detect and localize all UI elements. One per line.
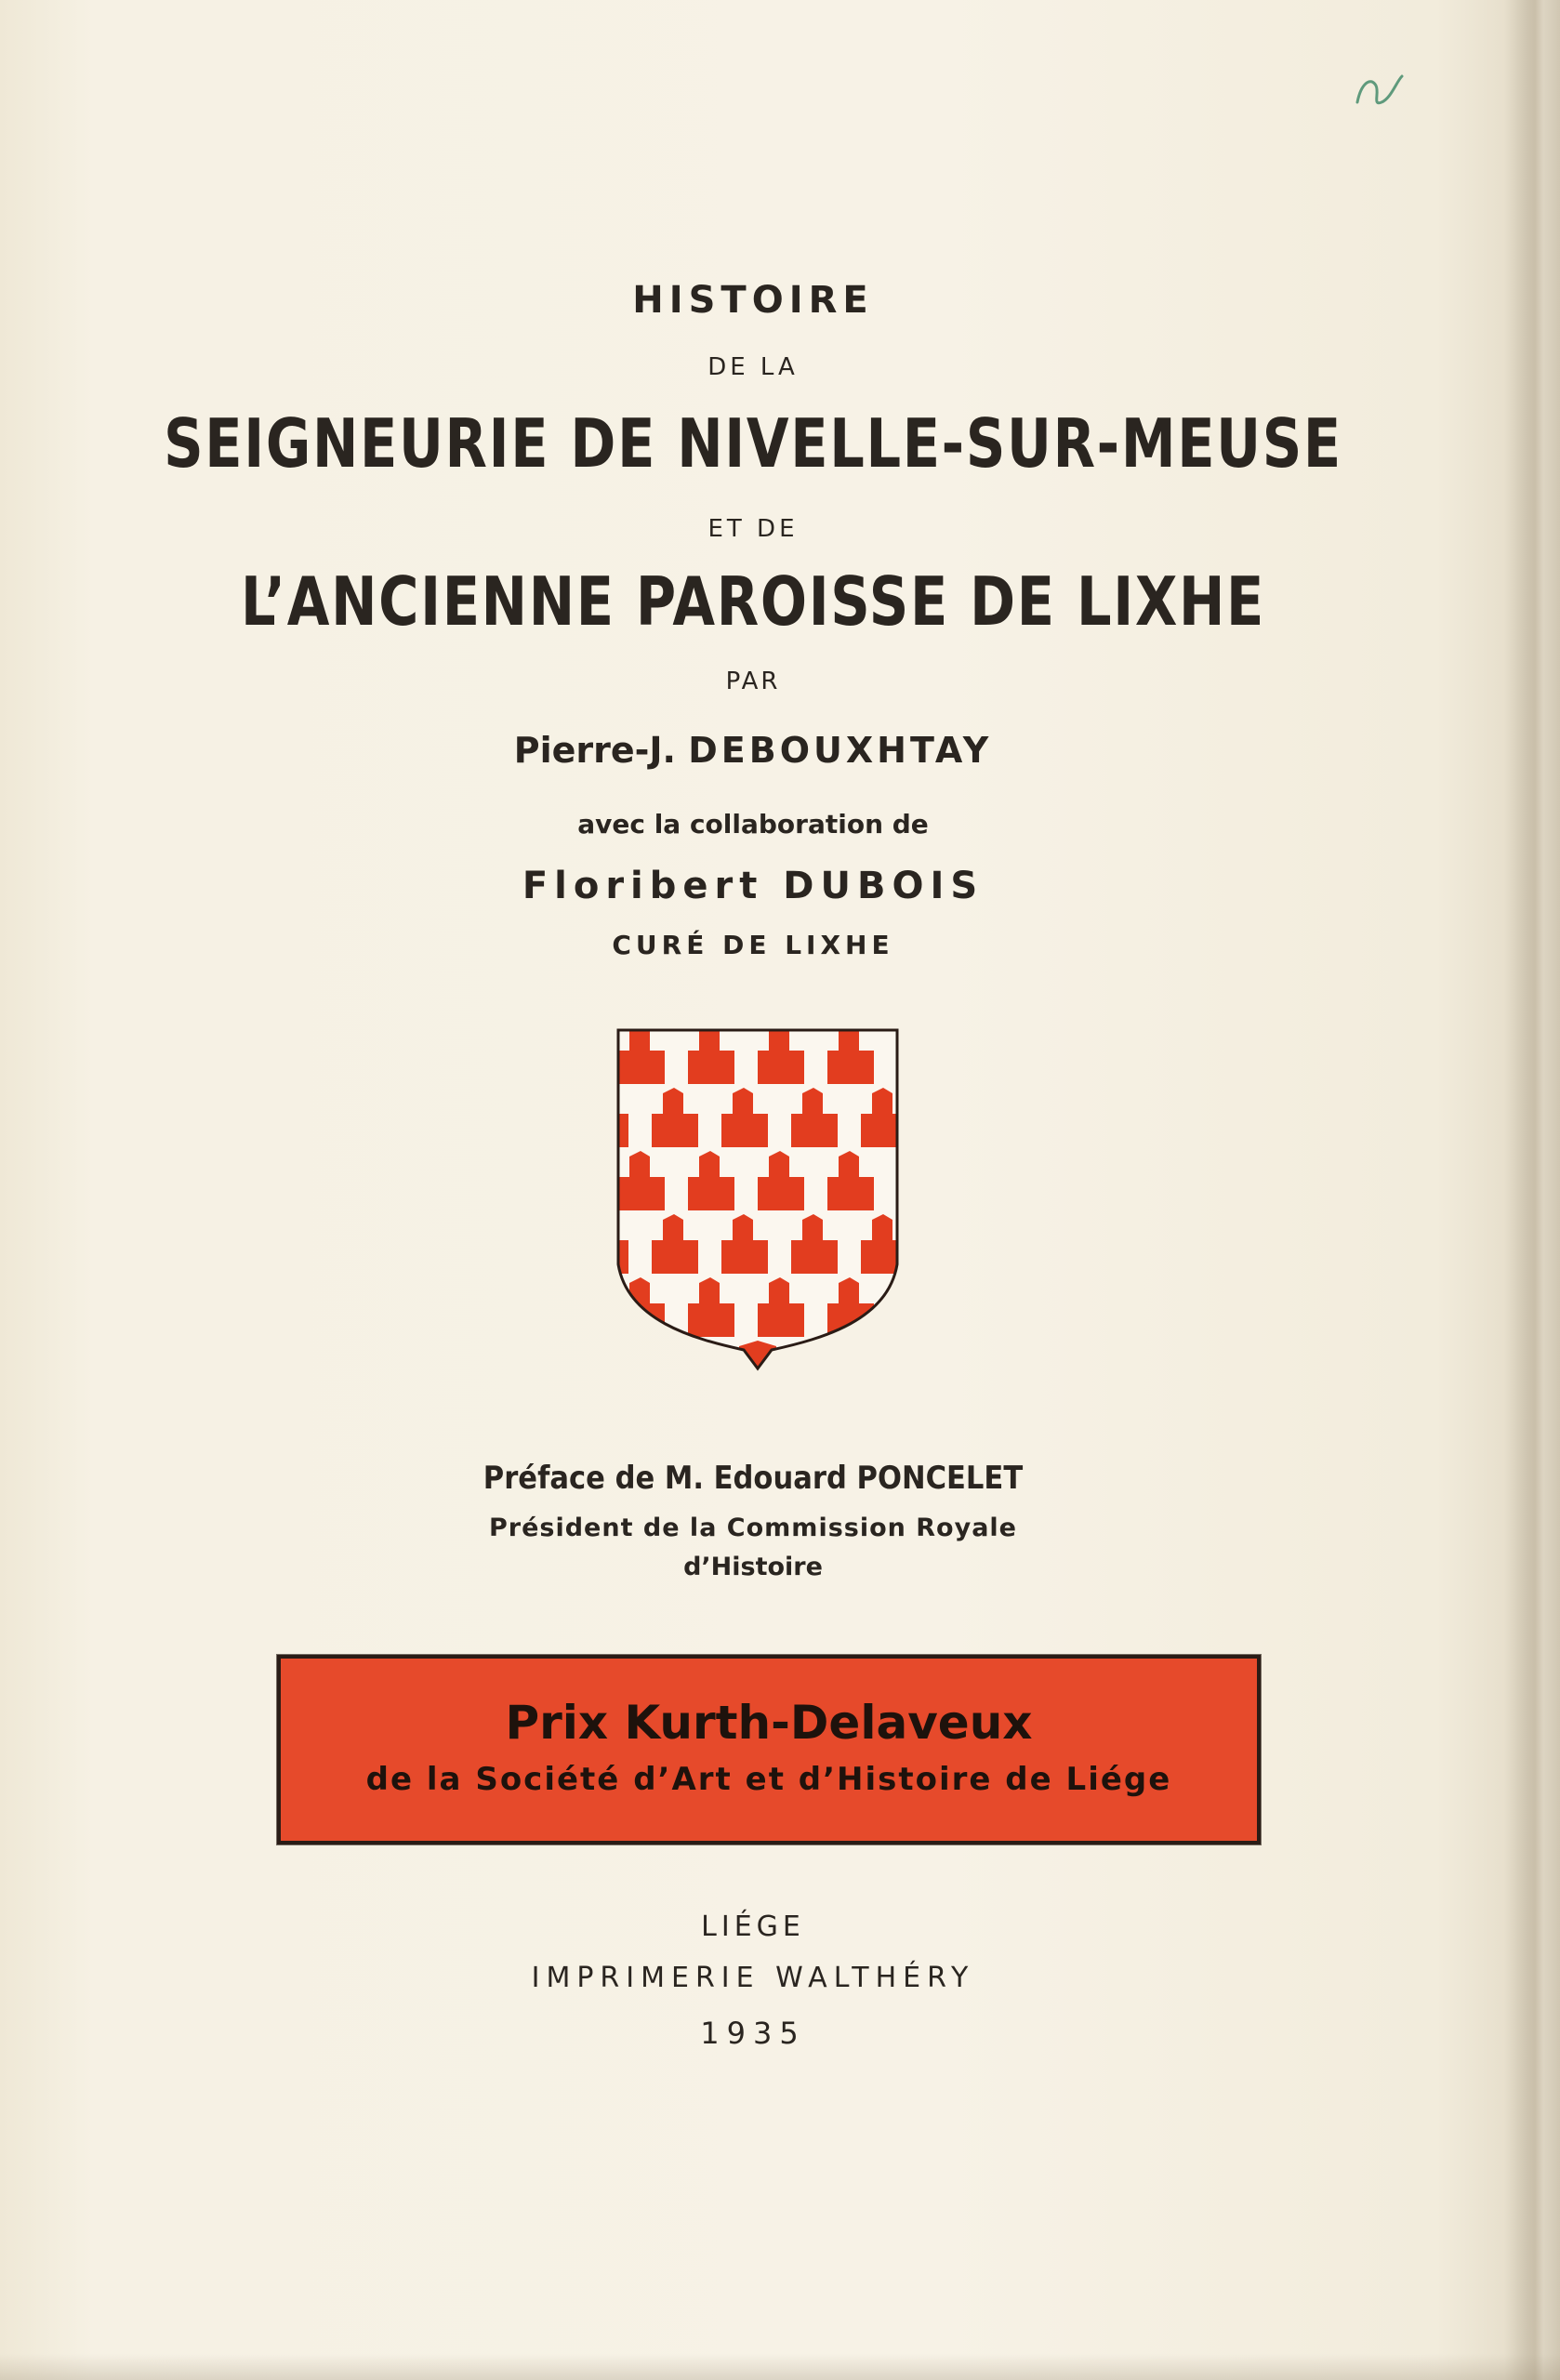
coat-of-arms-icon (609, 1023, 906, 1376)
preface-role-line-2: d’Histoire (683, 1553, 823, 1581)
preface: Préface de M. Edouard PONCELET (483, 1460, 1024, 1497)
header-et-de: ET DE (707, 515, 799, 543)
collaboration-label: avec la collaboration de (577, 809, 929, 840)
collaborator-title: CURÉ DE LIXHE (612, 930, 894, 960)
author-first-name: Pierre-J. (513, 730, 676, 771)
handwritten-mark-icon (1348, 65, 1413, 121)
page-bottom-shadow (0, 2354, 1560, 2380)
author (0, 730, 1506, 771)
title-line-1: SEIGNEURIE DE NIVELLE-SUR-MEUSE (164, 404, 1342, 483)
title-line-2: L’ANCIENNE PAROISSE DE LIXHE (240, 562, 1266, 641)
collaborator-name: Floribert DUBOIS (522, 865, 985, 907)
publication-year: 1935 (700, 2016, 806, 2051)
publisher-name: IMPRIMERIE WALTHÉRY (531, 1962, 975, 1994)
author-last-name: DEBOUXHTAY (688, 730, 993, 771)
publisher-city: LIÉGE (701, 1911, 805, 1943)
header-de-la: DE LA (707, 353, 799, 381)
prize-subtitle: de la Société d’Art et d’Histoire de Liége (365, 1761, 1172, 1798)
prize-banner (277, 1655, 1261, 1844)
preface-role-line-1: Président de la Commission Royale (488, 1514, 1017, 1542)
header-par: PAR (725, 668, 781, 695)
prize-title: Prix Kurth-Delaveux (505, 1696, 1033, 1750)
page-edge-shadow (1504, 0, 1560, 2380)
header-histoire: HISTOIRE (632, 279, 874, 322)
